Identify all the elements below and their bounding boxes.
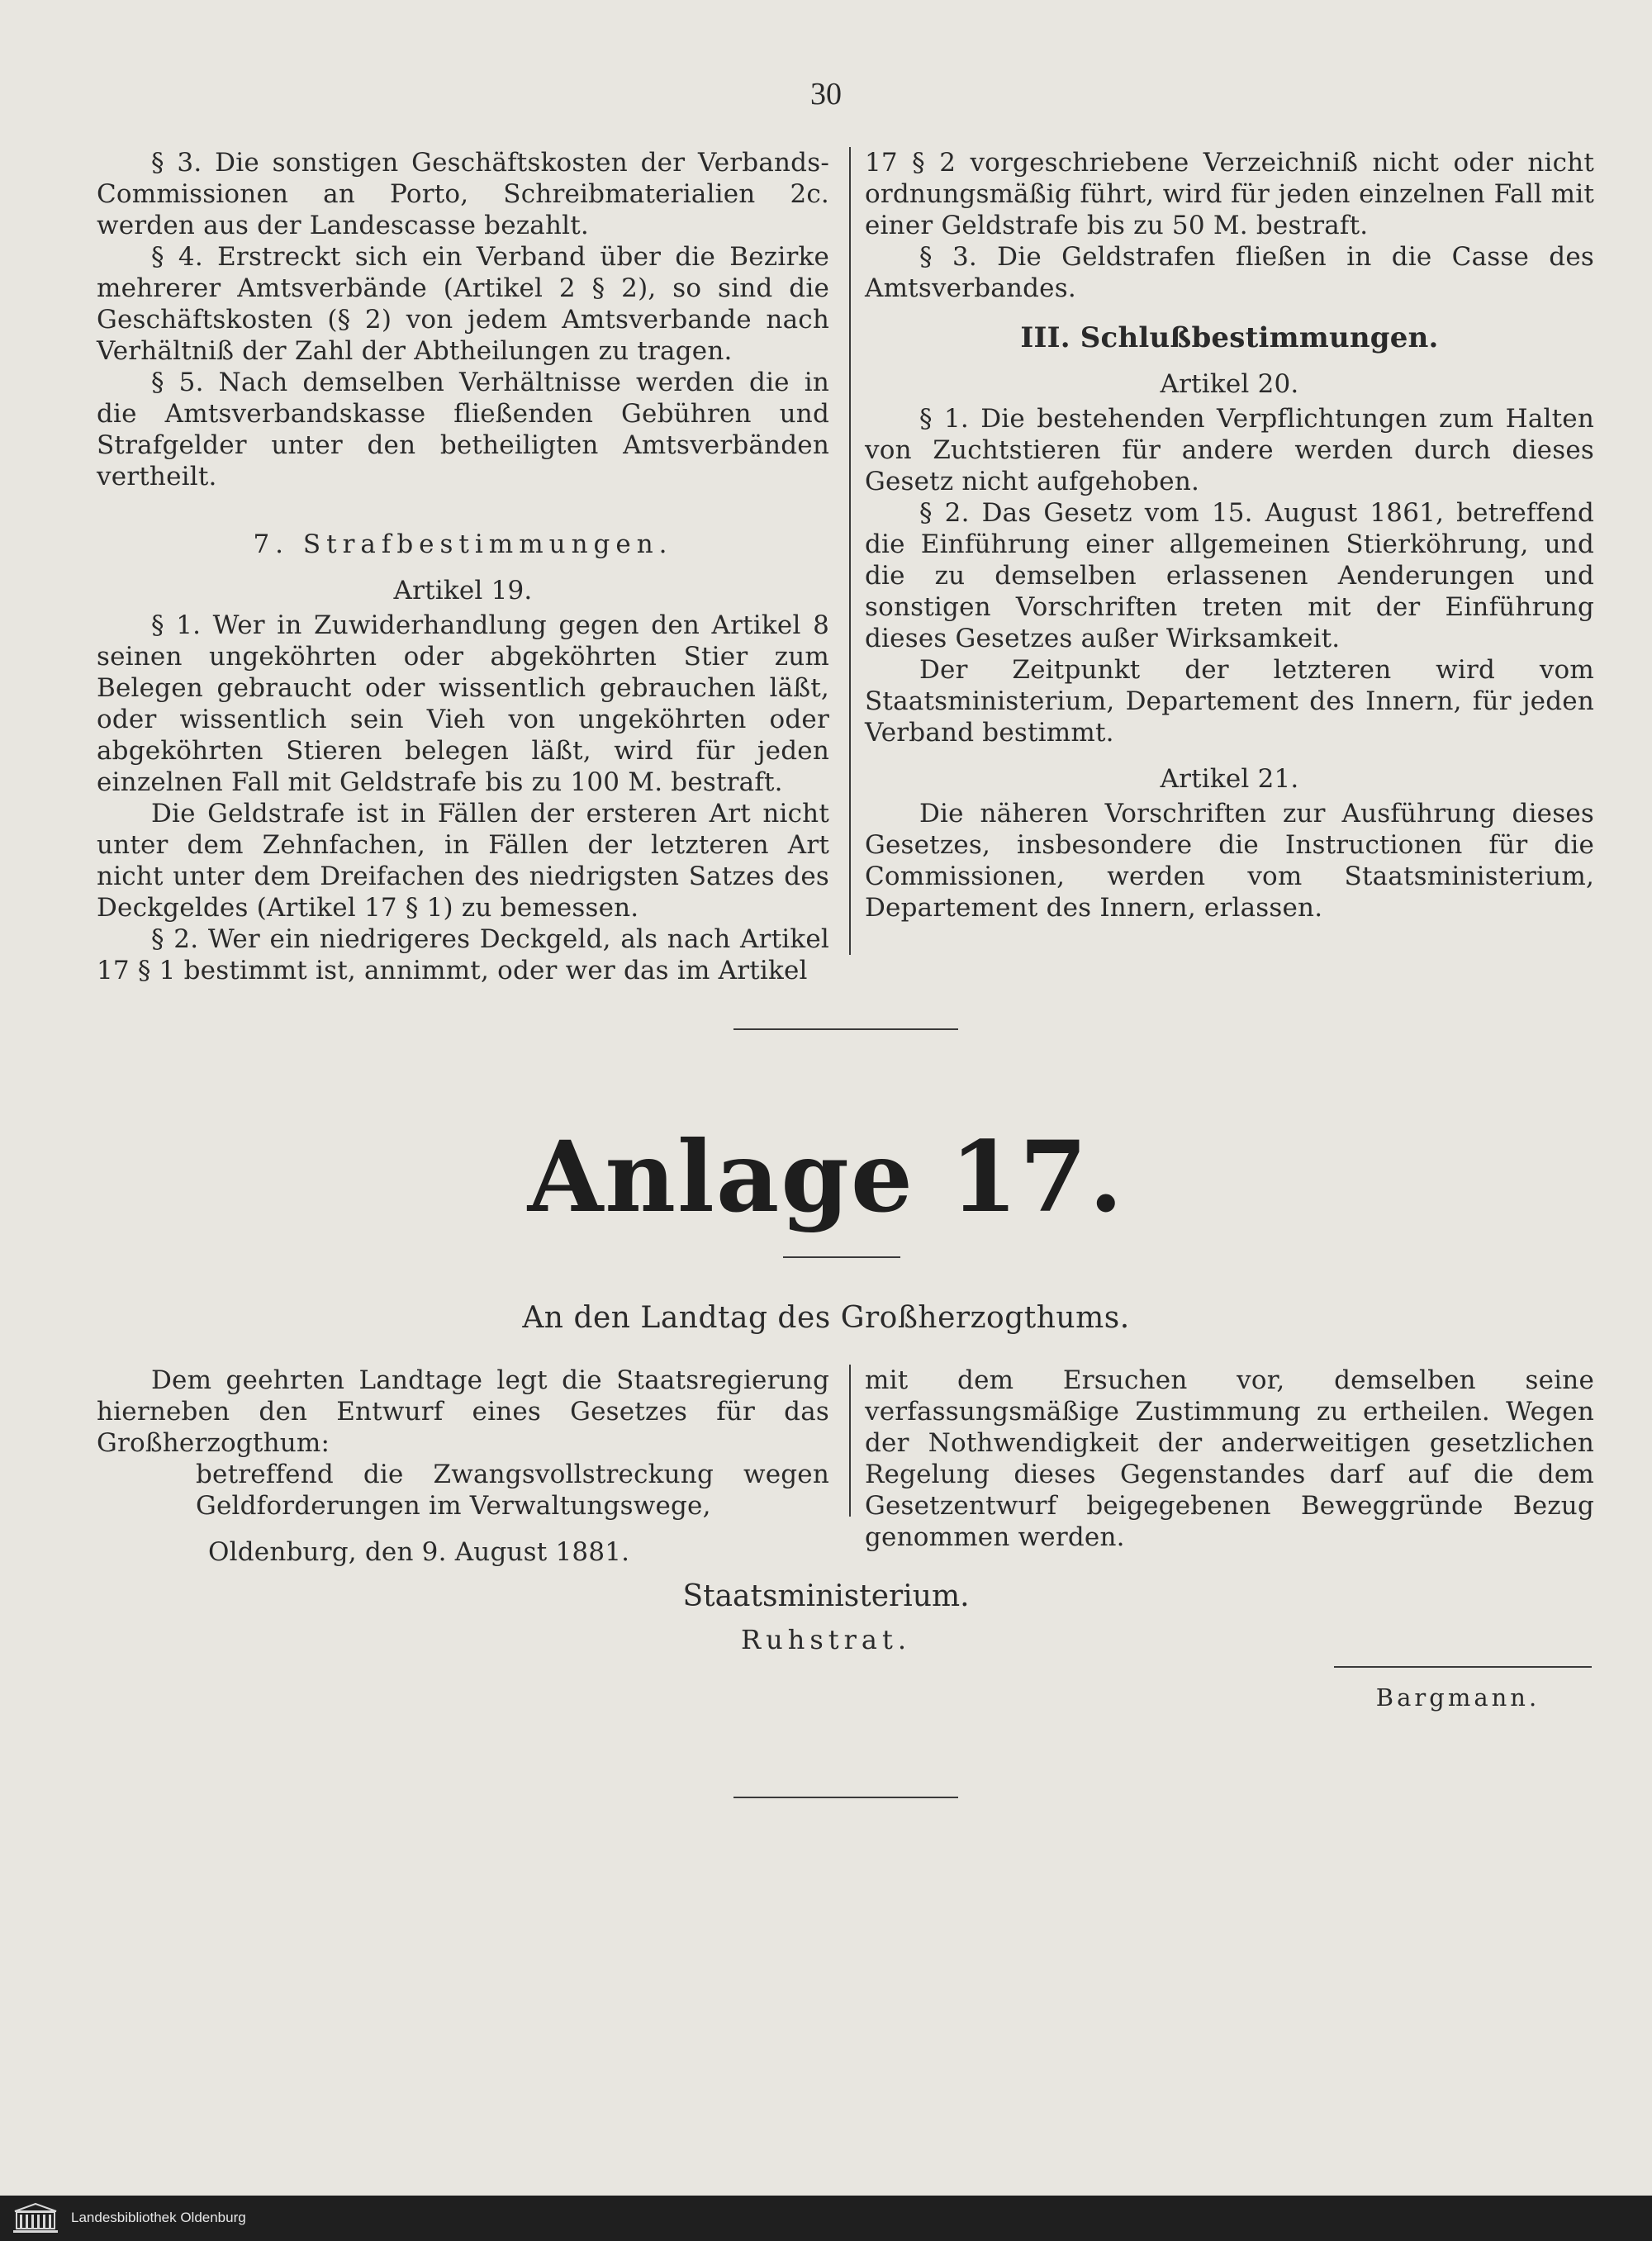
separator-rule-1 (733, 1028, 958, 1030)
library-building-icon (12, 2202, 59, 2234)
column-divider-upper (849, 147, 851, 955)
paragraph-section5: § 5. Nach demselben Verhältnisse werden die in die Amtsverbandskasse fließenden Gebühren und Strafgelder unter den betheiligten Amtsverbänden vertheilt. (97, 368, 829, 491)
separator-rule-2 (733, 1797, 958, 1798)
cosigner-name: Bargmann. (1375, 1683, 1540, 1712)
letter-continuation: mit dem Ersuchen vor, demselben seine verfassungsmäßige Zustimmung zu ertheilen. Wegen der Nothwendigkeit der anderweitigen gesetzlichen Regelung dieses Gegenstandes darf auf die dem Gesetzentwurf beigegebenen Beweggründe Bezug genommen werden. (865, 1365, 1594, 1552)
letter-right-column (865, 1365, 1594, 1553)
letter-dateline: Oldenburg, den 9. August 1881. (208, 1537, 630, 1567)
section-heading-strafbestimmungen: 7. Strafbestimmungen. (253, 529, 673, 559)
paragraph-continuation: 17 § 2 vorgeschriebene Verzeichniß nicht oder nicht ordnungsmäßig führt, wird für jeden einzelnen Fall mit einer Geldstrafe bis zu 50 M. bestraft. (865, 148, 1594, 240)
signer-name: Ruhstrat. (741, 1624, 911, 1655)
letter-subject: betreffend die Zwangsvollstreckung wegen Geldforderungen im Verwaltungswege, (196, 1460, 829, 1521)
address-line: An den Landtag des Großherzogthums. (522, 1301, 1130, 1335)
part-heading-schlussbestimmungen: III. Schlußbestimmungen. (1020, 321, 1439, 354)
letter-left-column (97, 1365, 829, 1568)
paragraph-section4: § 4. Erstreckt sich ein Verband über die Bezirke mehrerer Amtsverbände (Artikel 2 § 2), so sind die Geschäftskosten (§ 2) von jedem Amtsverbande nach Verhältniß der Zahl der Abtheilungen zu tragen. (97, 242, 829, 366)
cosigner-rule (1334, 1666, 1592, 1668)
library-name: Landesbibliothek Oldenburg (71, 2210, 246, 2225)
letter-intro: Dem geehrten Landtage legt die Staatsregierung hierneben den Entwurf eines Gesetzes für das Großherzogthum: (97, 1365, 829, 1458)
article-20-para-2: § 2. Das Gesetz vom 15. August 1861, betreffend die Einführung einer allgemeinen Stierköhrung, und die zu demselben erlassenen Aenderungen und sonstigen Vorschriften treten mit der Einführung dieses Gesetzes außer Wirksamkeit. (865, 498, 1594, 653)
right-column-upper (865, 147, 1594, 923)
article-19-para-3: § 2. Wer ein niedrigeres Deckgeld, als nach Artikel 17 § 1 bestimmt ist, annimmt, oder wer das im Artikel (97, 924, 829, 985)
article-21-heading: Artikel 21. (1160, 764, 1299, 794)
library-footer-bar (0, 2196, 1652, 2241)
article-19-para-1: § 1. Wer in Zuwiderhandlung gegen den Artikel 8 seinen ungeköhrten oder abgeköhrten Stier zum Belegen gebraucht oder wissentlich gebrauchen läßt, oder wissentlich sein Vieh von ungeköhrten oder abgeköhrten Stieren belegen läßt, wird für jeden einzelnen Fall mit Geldstrafe bis zu 100 M. bestraft. (97, 610, 829, 797)
ministry-signature: Staatsministerium. (682, 1579, 970, 1613)
paragraph-section3: § 3. Die sonstigen Geschäftskosten der Verbands-Commissionen an Porto, Schreibmaterialien 2c. werden aus der Landescasse bezahlt. (97, 148, 829, 240)
article-20-heading: Artikel 20. (1160, 369, 1299, 399)
title-underline-rule (783, 1256, 900, 1258)
article-19-heading: Artikel 19. (393, 576, 533, 605)
article-20-para-1: § 1. Die bestehenden Verpflichtungen zum Halten von Zuchtstieren für andere werden durch dieses Gesetz nicht aufgehoben. (865, 404, 1594, 496)
article-19-para-2: Die Geldstrafe ist in Fällen der ersteren Art nicht unter dem Zehnfachen, in Fällen der letzteren Art nicht unter dem Dreifachen des niedrigsten Satzes des Deckgeldes (Artikel 17 § 1) zu bemessen. (97, 799, 829, 923)
article-20-para-3: Der Zeitpunkt der letzteren wird vom Staatsministerium, Departement des Innern, für jeden Verband bestimmt. (865, 655, 1594, 748)
anlage-title: Anlage 17. (527, 1119, 1125, 1234)
left-column-upper (97, 147, 829, 986)
paragraph-section3-right: § 3. Die Geldstrafen fließen in die Casse des Amtsverbandes. (865, 242, 1594, 303)
column-divider-lower (849, 1365, 851, 1517)
article-21-para-1: Die näheren Vorschriften zur Ausführung dieses Gesetzes, insbesondere die Instructionen für die Commissionen, werden vom Staatsministerium, Departement des Innern, erlassen. (865, 799, 1594, 923)
page-number: 30 (810, 77, 842, 112)
